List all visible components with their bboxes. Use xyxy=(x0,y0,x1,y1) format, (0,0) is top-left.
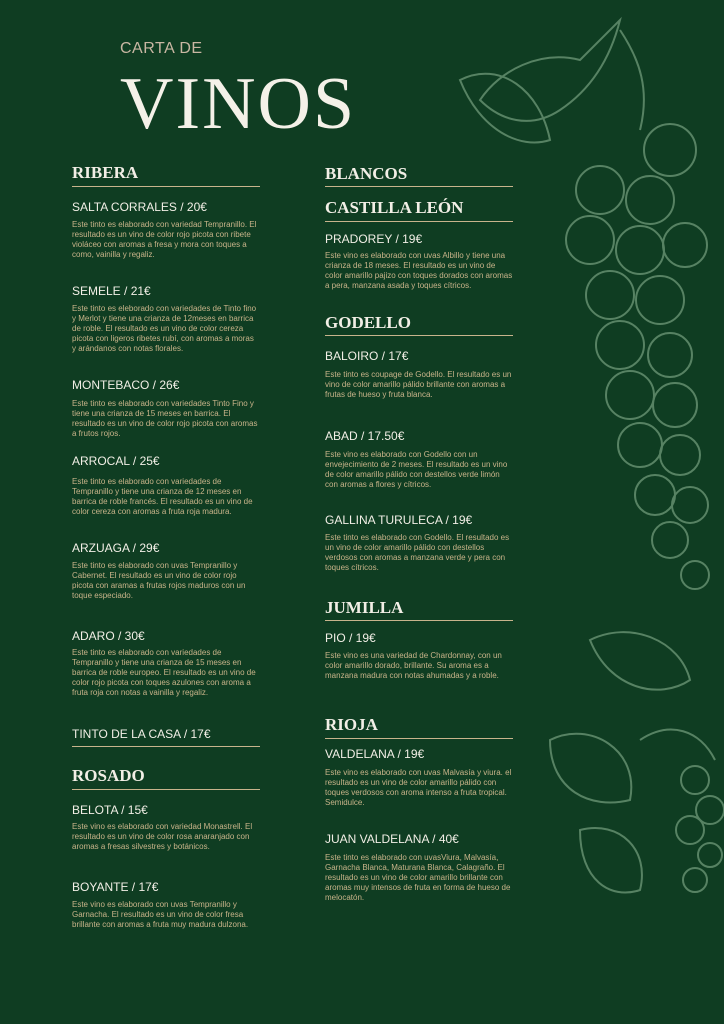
wine-title: ARROCAL / 25€ xyxy=(72,454,160,468)
wine-title: SEMELE / 21€ xyxy=(72,284,151,298)
wine-title: MONTEBACO / 26€ xyxy=(72,378,180,392)
wine-description: Este vino es elaborado con uvas Albillo y tiene una crianza de 18 meses. El resultado es un vino de color amarillo pajizo con toques dorados con aromas a pera, manzana asada y toques cítricos. xyxy=(325,251,513,290)
menu-title: VINOS xyxy=(120,63,357,145)
wine-title: TINTO DE LA CASA / 17€ xyxy=(72,727,211,741)
wine-description: Este tinto es elaborado con variedades Tinto Fino y tiene una crianza de 15 meses en barrica. El resultado es un vino de color rojo picota con aromas a frutos rojos. xyxy=(72,399,258,438)
wine-description: Este vino es elaborado con uvas Tempranillo y Garnacha. El resultado es un vino de color fresa brillante con aromas a fruta muy madura dulzona. xyxy=(72,900,249,929)
divider xyxy=(72,789,260,790)
section-heading-rioja: RIOJA xyxy=(325,715,378,734)
wine-title: ADARO / 30€ xyxy=(72,629,145,643)
wine-title: VALDELANA / 19€ xyxy=(325,747,425,761)
wine-description: Este tinto es elaborado con variedad Tempranillo. El resultado es un vino de color rojo picota con ribete violáceo con aromas a fresa y mora con toques a como, vainilla y regaliz. xyxy=(72,220,257,259)
wine-description: Este tinto es elaborado con uvas Tempranillo y Cabernet. El resultado es un vino de color rojo picota con aramas a frutas rojos maduros con un toque especiado. xyxy=(72,561,246,600)
menu-subtitle: CARTA DE xyxy=(120,40,203,57)
section-heading-ribera: RIBERA xyxy=(72,163,139,182)
divider xyxy=(72,746,260,747)
wine-description: Este vino es elaborado con Godello con un envejecimiento de 2 meses. El resultado es un vino de color amarillo pálido con destellos verde limón con aromas a flores y cítricos. xyxy=(325,450,508,489)
wine-description: Este tinto es eleborado con variedades de Tinto fino y Merlot y tiene una crianza de 12meses en barrica de roble. El resultado es un vino de color cereza picota con ligeros ribetes rubí, con aromas a moras y arándanos con notas florales. xyxy=(72,304,257,353)
wine-title: GALLINA TURULECA / 19€ xyxy=(325,513,473,527)
divider xyxy=(325,221,513,222)
wine-title: BOYANTE / 17€ xyxy=(72,880,159,894)
wine-title: JUAN VALDELANA / 40€ xyxy=(325,832,459,846)
section-heading-godello: GODELLO xyxy=(325,313,411,332)
wine-title: BALOIRO / 17€ xyxy=(325,349,409,363)
wine-title: SALTA CORRALES / 20€ xyxy=(72,200,207,214)
section-heading-rosado: ROSADO xyxy=(72,766,145,785)
divider xyxy=(72,186,260,187)
wine-title: ARZUAGA / 29€ xyxy=(72,541,160,555)
wine-title: PRADOREY / 19€ xyxy=(325,232,423,246)
wine-description: Este tinto es elaborado con uvasViura, Malvasía, Garnacha Blanca, Maturana Blanca, Calagraño. El resultado es un vino de color amarillo brillante con aromas muy intensos de fruta en forma de hueso de melocatón. xyxy=(325,853,511,902)
divider xyxy=(325,186,513,187)
wine-description: Este tinto es elaborado con variedades de Tempranillo y tiene una crianza de 12 meses en barrica de roble francés. El resultado es un vino de color cereza con aromas a fruta roja madura. xyxy=(72,477,253,516)
divider xyxy=(325,620,513,621)
wine-description: Este tinto es elaborado con Godello. El resultado es un vino de color amarillo pálido con destellos verdosos con aromas a manzana verde y pera con toques cítricos. xyxy=(325,533,510,572)
wine-description: Este vino es una variedad de Chardonnay, con un color amarillo dorado, brillante. Su aroma es a manzana madura con notas ahumadas y a roble. xyxy=(325,651,502,680)
wine-title: ABAD / 17.50€ xyxy=(325,429,405,443)
wine-title: BELOTA / 15€ xyxy=(72,803,148,817)
divider xyxy=(325,335,513,336)
section-heading-castilla-leon: CASTILLA LEÓN xyxy=(325,198,464,217)
divider xyxy=(325,738,513,739)
section-heading-blancos: BLANCOS xyxy=(325,164,408,183)
wine-description: Este tinto es coupage de Godello. El resultado es un vino de color amarillo pálido brillante con aromas a frutas de hueso y fruta blanca. xyxy=(325,370,512,399)
wine-description: Este tinto es elaborado con variedades de Tempranillo y tiene una crianza de 15 meses en barrica de roble europeo. El resultado es un vino de color rojo picota con toques azulones con aroma a fruta roja con notas a vainilla y regaliz. xyxy=(72,648,256,697)
wine-description: Este vino es elaborado con variedad Monastrell. El resultado es un vino de color rosa anaranjado con aromas a fresas silvestres y botánicos. xyxy=(72,822,253,851)
wine-title: PIO / 19€ xyxy=(325,631,376,645)
section-heading-jumilla: JUMILLA xyxy=(325,598,404,617)
wine-description: Este vino es elaborado con uvas Malvasía y viura. el resultado es un vino de color amarillo pálido con toques verdosos con aroma intenso a fruta tropical. Semidulce. xyxy=(325,768,512,807)
